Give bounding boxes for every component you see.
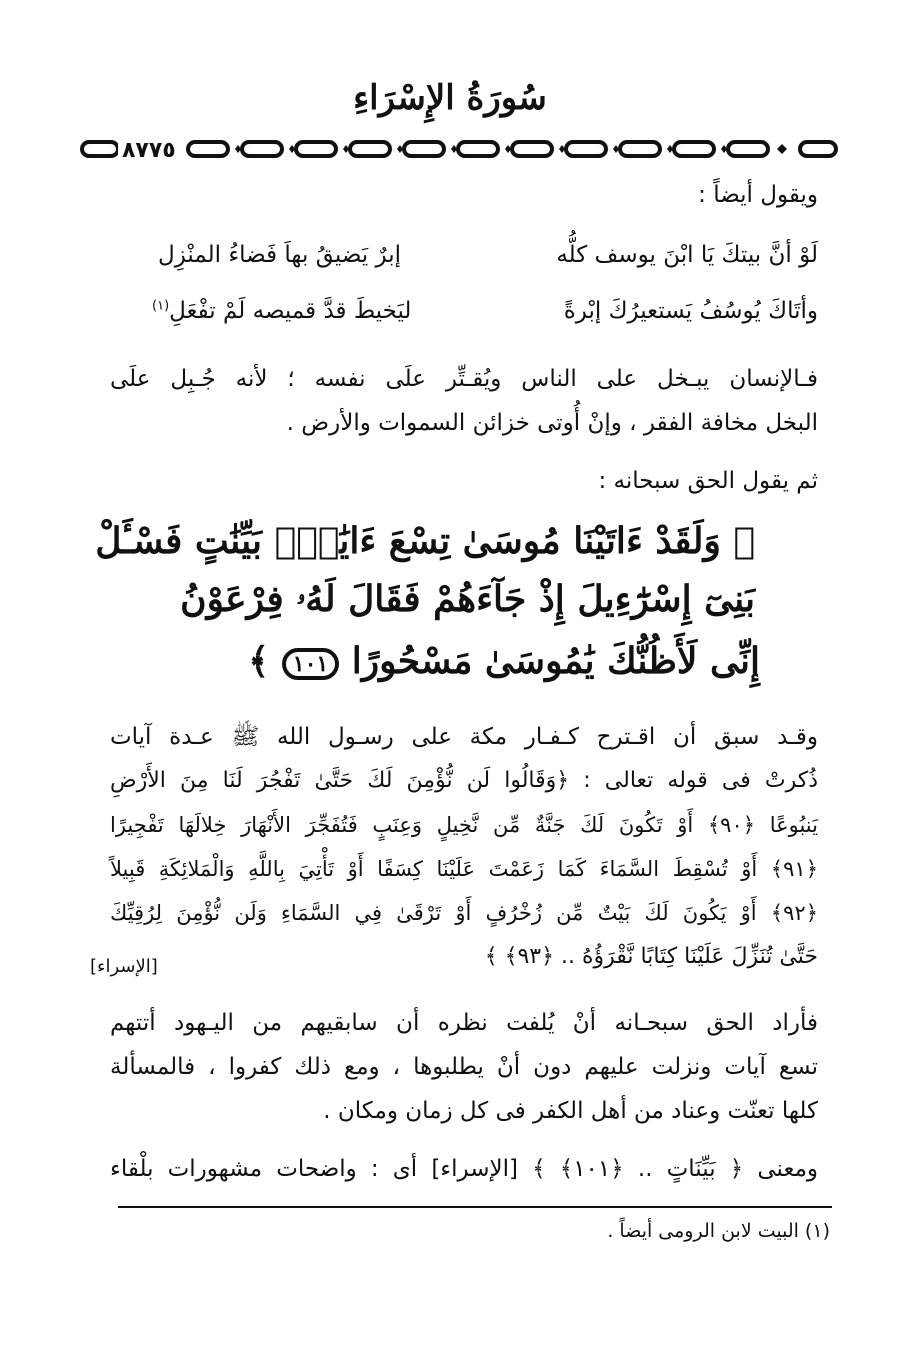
paragraph-2-line-1: وقـد سبق أن اقـترح كـفـار مكة على رسـول الله ﷺ عـدة آيات <box>110 724 818 750</box>
ayah-number-marker: ١٠١ <box>282 648 339 680</box>
quran-verse-line-3-text: إِنِّى لَأَظُنُّكَ يَٰمُوسَىٰ مَسْحُورًا <box>351 640 760 682</box>
surah-title: سُورَةُ الإِسْرَاءِ <box>353 78 547 118</box>
paragraph-1-line-1: فـالإنسان يبـخل على الناس ويُقـتِّر علَى نفسه ؛ لأنه جُـبِل علَى <box>110 366 818 392</box>
intro-line-2: ثم يقول الحق سبحانه : <box>598 468 818 494</box>
paragraph-2-line-6: حَتَّىٰ تُنَزِّلَ عَلَيْنَا كِتَابًا نَّقْرَؤُهُ .. ﴿٩٣﴾ ﴾ <box>484 944 818 969</box>
footnote-marker: (١) <box>152 298 170 314</box>
footnote: (١) البيت لابن الرومى أيضاً . <box>607 1220 830 1242</box>
poem-line-1-first-hemistich: لَوْ أنَّ بيتكَ يَا ابْنَ يوسف كلُّه <box>556 242 818 268</box>
paragraph-3-line-1: فأراد الحق سبحـانه أنْ يُلفت نظره أن سابقيهم من اليـهود أتتهم <box>110 1010 818 1036</box>
quran-verse-line-3 <box>240 640 760 682</box>
poem-line-2-second-hemistich <box>152 298 411 324</box>
poem-line-2-second-text: ليَخيطَ قدَّ قميصه لَمْ تفْعَلِ <box>169 298 412 324</box>
paragraph-2-line-3: يَنبُوعًا ﴿٩٠﴾ أَوْ تَكُونَ لَكَ جَنَّةٌ مِّن نَّخِيلٍ وَعِنَبٍ فَتُفَجِّرَ الأَنْهَارَ خِلالَهَا تَفْجِيرًا <box>110 813 818 837</box>
surah-reference: [الإسراء] <box>90 956 158 977</box>
paragraph-2-line-5: ﴿٩٢﴾ أَوْ يَكُونَ لَكَ بَيْتٌ مِّن زُخْرُفٍ أَوْ تَرْقَىٰ فِي السَّمَاءِ وَلَن نُّؤْمِنَ لِرُقِيِّكَ <box>110 901 818 925</box>
poem-line-2-first-hemistich: وأتَاكَ يُوسُفُ يَستعيرُكَ إبْرةً <box>563 298 818 324</box>
footnote-divider <box>118 1206 832 1208</box>
quran-verse-line-2: بَنِىٓ إِسْرَٰٓءِيلَ إِذْ جَآءَهُمْ فَقَالَ لَهُۥ فِرْعَوْنُ <box>180 578 755 620</box>
quran-verse-line-1: ﴿ وَلَقَدْ ءَاتَيْنَا مُوسَىٰ تِسْعَ ءَايَٰتٍۭ بَيِّنَٰتٍ فَسْـَٔلْ <box>95 520 755 562</box>
intro-line: ويقول أيضاً : <box>698 182 818 208</box>
paragraph-1-line-2: البخل مخافة الفقر ، وإنْ أُوتى خزائن السموات والأرض . <box>286 410 818 436</box>
closing-bracket: ﴾ <box>248 640 270 682</box>
paragraph-3-line-3: كلها تعنّت وعناد من أهل الكفر فى كل زمان ومكان . <box>323 1098 818 1124</box>
poem-line-1-second-hemistich: إبرٌ يَضيقُ بهاَ فَضاءُ المنْزِل <box>158 242 402 268</box>
page-number: ٨٧٧٥ <box>118 138 180 163</box>
paragraph-2-line-2: ذُكرتْ فى قوله تعالى : ﴿وَقَالُوا لَن نُّؤْمِنَ لَكَ حَتَّىٰ تَفْجُرَ لَنَا مِنَ الأَرْضِ <box>110 768 818 793</box>
paragraph-3-line-2: تسع آيات ونزلت عليهم دون أنْ يطلبوها ، ومع ذلك كفروا ، فالمسألة <box>110 1054 818 1080</box>
paragraph-2-line-4: ﴿٩١﴾ أَوْ تُسْقِطَ السَّمَاءَ كَمَا زَعَمْتَ عَلَيْنَا كِسَفًا أَوْ تَأْتِيَ بِاللَّهِ وَالْمَلائِكَةِ قَبِيلاً <box>110 857 818 881</box>
chain-ornament-divider <box>80 134 840 164</box>
paragraph-4-line-1: ومعنى ﴿ بَيِّنَاتٍ .. ﴿١٠١﴾ ﴾ [الإسراء] أى : واضحات مشهورات بلْقاء <box>110 1156 818 1182</box>
